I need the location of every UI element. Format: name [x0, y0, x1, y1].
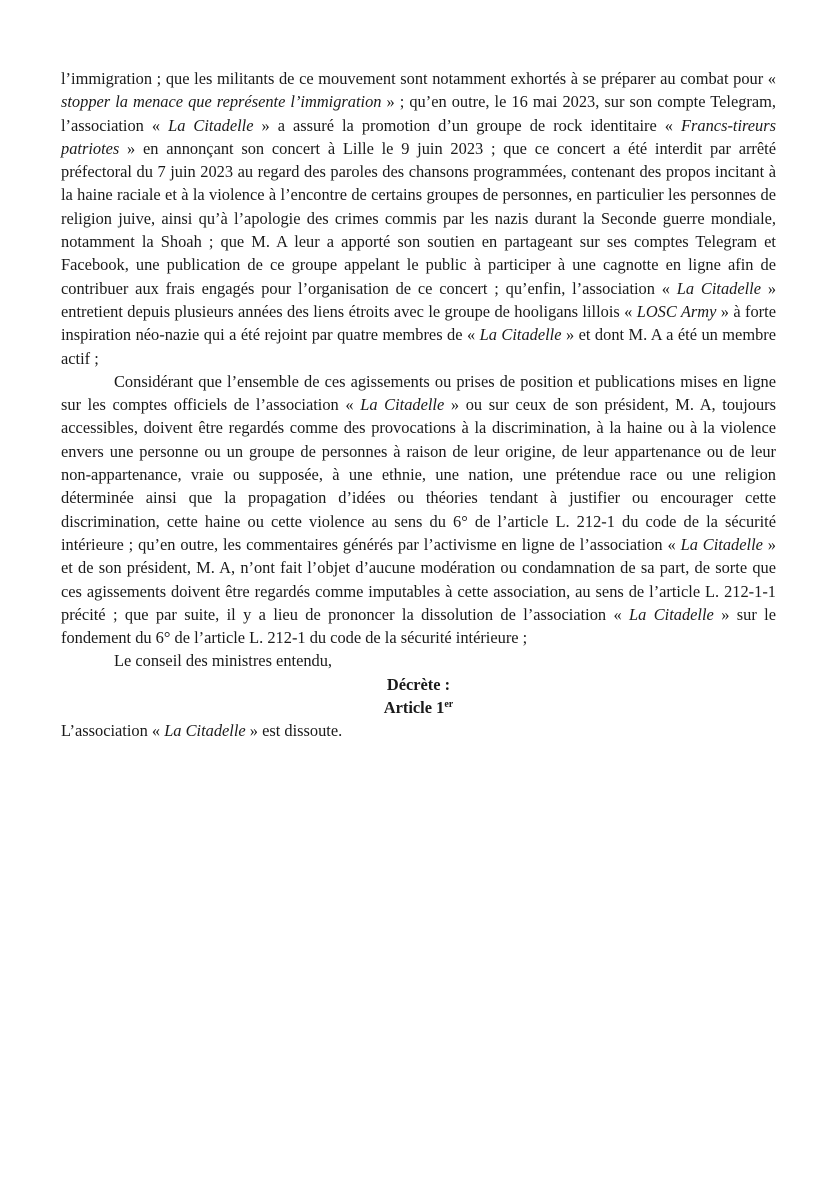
text-segment: » ; qu’en outre, le 16 mai 2023, sur son compte Telegram, l’association « — [61, 92, 776, 135]
italic-text-segment: La Citadelle — [168, 115, 254, 135]
italic-text-segment: La Citadelle — [360, 395, 445, 415]
italic-text-segment: La Citadelle — [629, 604, 714, 624]
text-segment: » et de son président, M. A, n’ont fait l’objet d’aucune modération ou condamnation de sa part, de sorte que ces agissements doivent être regardés comme imputables à cette association, au sens de l’article L. 212-1-1 précité ; que par suite, il y a lieu de prononcer la dissolution de l’association « — [61, 534, 776, 624]
italic-text-segment: La Citadelle — [680, 534, 763, 554]
italic-text-segment: La Citadelle — [479, 325, 562, 345]
text-segment: Considérant que l’ensemble de ces agissements ou prises de position et publications mises en ligne sur les comptes officiels de l’association « — [61, 371, 776, 415]
document-page — [61, 67, 776, 743]
article-body — [61, 719, 776, 742]
italic-text-segment: La Citadelle — [676, 278, 761, 298]
text-segment: » et dont M. A a été un membre actif ; — [61, 325, 777, 368]
paragraph-3: Le conseil des ministres entendu, — [114, 651, 333, 671]
decrete-heading: Décrète : — [386, 674, 451, 694]
text-segment: » entretient depuis plusieurs années des liens étroits avec le groupe de hooligans lillois « — [61, 278, 777, 321]
italic-text-segment: Francs-tireurs patriotes — [61, 115, 777, 158]
italic-text-segment: stopper la menace que représente l’immigration — [61, 92, 382, 112]
italic-text-segment: LOSC Army — [636, 301, 717, 321]
paragraph-2 — [61, 370, 776, 650]
paragraph-1 — [61, 67, 776, 370]
text-segment: » en annonçant son concert à Lille le 9 juin 2023 ; que ce concert a été interdit par arrêté préfectoral du 7 juin 2023 au regard des paroles des chansons programmées, contenant des propos incitant à la haine raciale et à la violence à l’encontre de certains groupes de personnes, en particulier les personnes de religion juive, ainsi qu’à l’apologie des crimes commis par les nazis durant la Seconde guerre mondiale, notamment la Shoah ; que M. A leur a apporté son soutien en partageant sur ses comptes Telegram et Facebook, une publication de ce groupe appelant le public à participer à une cagnotte en ligne afin de contribuer aux frais engagés pour l’organisation de ce concert ; qu’enfin, l’association « — [61, 138, 776, 298]
text-segment: » sur le fondement du 6° de l’article L. 212-1 du code de la sécurité intérieure ; — [61, 604, 776, 648]
text-segment: » a assuré la promotion d’un groupe de rock identitaire « — [253, 115, 682, 135]
text-segment: L’association « — [61, 721, 165, 741]
italic-text-segment: La Citadelle — [164, 721, 246, 741]
text-segment: l’immigration ; que les militants de ce mouvement sont notamment exhortés à se préparer au combat pour « — [61, 69, 776, 88]
article-title: Article 1 — [383, 698, 445, 718]
text-segment: » est dissoute. — [245, 721, 343, 741]
article-superscript: er — [444, 699, 454, 711]
text-segment: » ou sur ceux de son président, M. A, toujours accessibles, doivent être regardés comme des provocations à la discrimination, à la haine ou à la violence envers une personne ou un groupe de personnes à raison de leur origine, de leur appartenance ou de leur non-appartenance, vraie ou supposée, à une ethnie, une nation, une prétendue race ou une religion déterminée ainsi que la propagation d’idées ou théories tendant à justifier ou encourager cette discrimination, cette haine ou cette violence au sens du 6° de l’article L. 212-1 du code de la sécurité intérieure ; qu’en outre, les commentaires générés par l’activisme en ligne de l’association « — [61, 395, 777, 554]
text-segment: » à forte inspiration néo-nazie qui a été rejoint par quatre membres de « — [61, 301, 776, 345]
article-heading — [61, 696, 776, 719]
